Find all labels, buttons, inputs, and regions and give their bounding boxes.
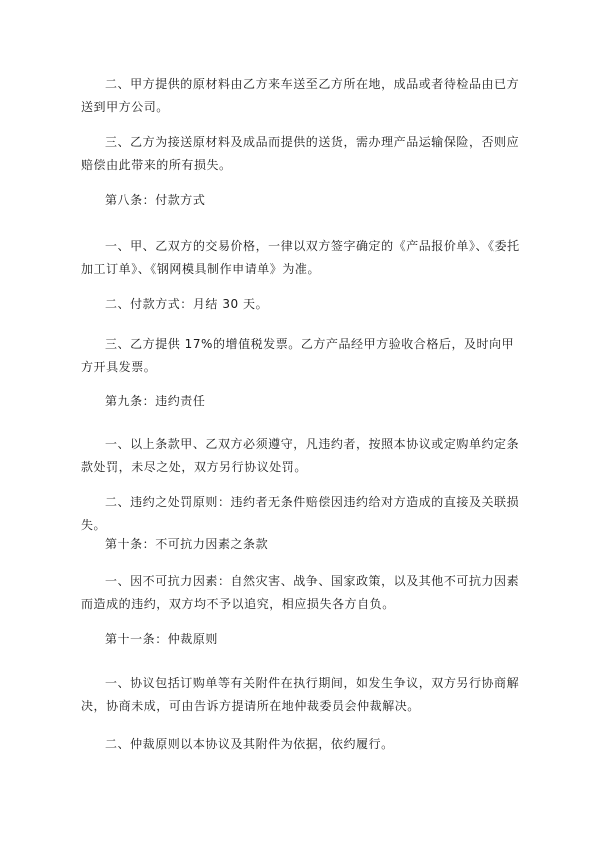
paragraph-transport-insurance: 三、乙方为接送原材料及成品而提供的送货，需办理产品运输保险，否则应赔偿由此带来的所有损失。 [81,135,520,172]
paragraph-arbitration-basis: 二、仲裁原则以本协议及其附件为依据，依约履行。 [105,737,394,751]
paragraph-force-majeure: 一、因不可抗力因素：自然灾害、战争、国家政策，以及其他不可抗力因素而造成的违约，双方均不予以追究，相应损失各方自负。 [81,574,520,611]
article-10-heading: 第十条：不可抗力因素之条款 [105,537,269,551]
paragraph-vat-invoice: 三、乙方提供 17%的增值税发票。乙方产品经甲方验收合格后，及时向甲方开具发票。 [81,337,515,374]
paragraph-breach-penalty: 一、以上条款甲、乙双方必须遵守，凡违约者，按照本协议或定购单约定条款处罚，未尽之处，双方另行协议处罚。 [81,437,520,474]
paragraph-breach-principle: 二、违约之处罚原则：违约者无条件赔偿因违约给对方造成的直接及关联损失。 [81,495,520,532]
article-11-heading: 第十一条：仲裁原则 [105,632,218,646]
paragraph-payment-terms: 二、付款方式：月结 30 天。 [105,297,269,311]
article-8-heading: 第八条：付款方式 [105,193,206,207]
paragraph-dispute-resolution: 一、协议包括订购单等有关附件在执行期间，如发生争议，双方另行协商解决，协商未成，可由告诉方提请所在地仲裁委员会仲裁解决。 [81,676,520,713]
article-9-heading: 第九条：违约责任 [105,394,206,408]
paragraph-transaction-price: 一、甲、乙双方的交易价格，一律以双方签字确定的《产品报价单》、《委托加工订单》、《钢网模具制作申请单》为准。 [81,239,520,276]
paragraph-raw-material-delivery: 二、甲方提供的原材料由乙方来车送至乙方所在地，成品或者待检品由已方送到甲方公司。 [81,77,520,114]
